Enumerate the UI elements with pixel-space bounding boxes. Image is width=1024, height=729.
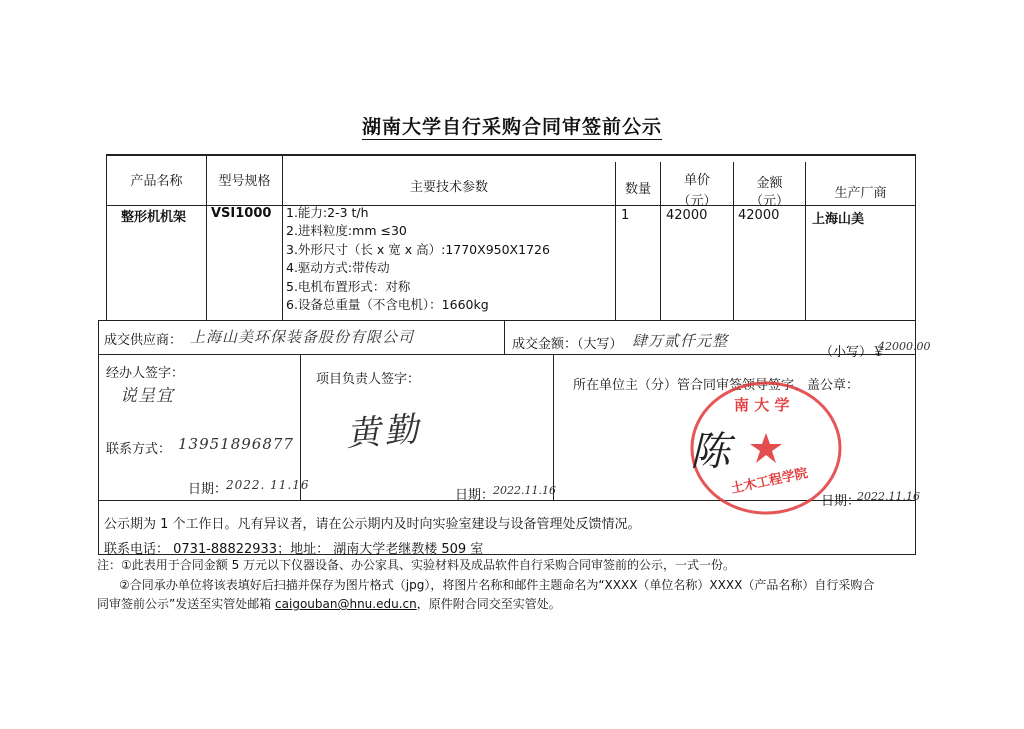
item-unit-price: 42000 <box>666 208 708 223</box>
deal-amount-small-value: 42000.00 <box>878 340 931 353</box>
param-line: 1.能力:2-3 t/h <box>286 205 369 220</box>
page-title-text: 湖南大学自行采购合同审签前公示 <box>361 116 662 138</box>
project-lead-label: 项目负责人签字： <box>316 372 421 387</box>
header-model: 型号规格 <box>218 174 271 189</box>
table-border-left-bottom <box>98 320 99 555</box>
note-line-3-post: ，原件附合同交至实管处。 <box>416 597 561 611</box>
note-line-2: ②合同承办单位将该表填好后扫描并保存为图片格式（jpg），将图片名称和邮件主题命名为“XXXX（单位名称）XXXX（产品名称）自行采购合 <box>119 577 875 592</box>
header-product: 产品名称 <box>130 174 183 189</box>
item-qty: 1 <box>621 208 630 223</box>
page-title <box>0 112 1024 139</box>
deal-amount-small-label: （小写）￥ <box>820 345 886 360</box>
table-rule-item <box>98 320 916 321</box>
handler-signature: 说呈宜 <box>120 386 174 406</box>
note-line-3-pre: 同审签前公示”发送至实管处邮箱 <box>97 597 276 611</box>
project-lead-signature: 黄勤 <box>344 409 424 455</box>
param-line: 2.进料粒度:mm ≤30 <box>286 223 407 239</box>
handler-contact: 13951896877 <box>178 435 294 453</box>
unit-leader-label: 所在单位主（分）管合同审签领导签字、盖公章： <box>573 378 860 393</box>
supplier-value: 上海山美环保装备股份有限公司 <box>190 328 415 346</box>
note-line-1: 注：①此表用于合同金额 5 万元以下仪器设备、办公家具、实验材料及成品软件自行采购合同审签前的公示，一式一份。 <box>97 558 736 572</box>
header-unit-price-unit: （元） <box>677 194 717 209</box>
deal-amount-upper: 肆万贰仟元整 <box>632 332 729 350</box>
stamp-text-top: 南 大 学 <box>734 396 790 414</box>
handler-date-label: 日期： <box>188 482 228 497</box>
note-line-3 <box>97 595 927 615</box>
supplier-label: 成交供应商： <box>104 333 183 348</box>
notice-text: 公示期为 1 个工作日。凡有异议者，请在公示期内及时向实验室建设与设备管理处反馈情况。 <box>104 517 641 532</box>
param-line: 6.设备总重量（不含电机）：1660kg <box>286 297 489 313</box>
stamp-text-bottom: 土木工程学院 <box>729 466 810 497</box>
item-amount: 42000 <box>738 208 780 223</box>
unit-leader-date-label: 日期： <box>821 494 861 509</box>
project-lead-date: 2022.11.16 <box>493 484 556 497</box>
handler-label: 经办人签字： <box>106 366 185 381</box>
notes <box>97 556 927 615</box>
unit-leader-signature: 陈 <box>690 429 731 475</box>
header-amount: 金额 <box>756 176 783 191</box>
col-divider <box>553 354 554 501</box>
header-qty: 数量 <box>624 182 651 197</box>
col-divider <box>504 320 505 355</box>
item-params <box>286 204 550 314</box>
contact-line: 联系电话： 0731-88822933；地址： 湖南大学老继教楼 509 室 <box>104 542 484 557</box>
table-rule-supplier <box>98 354 916 355</box>
handler-contact-label: 联系方式： <box>106 442 172 457</box>
item-maker: 上海山美 <box>812 212 865 227</box>
handler-date: 2022. 11.16 <box>226 478 310 492</box>
param-line: 3.外形尺寸（长 x 宽 x 高）:1770X950X1726 <box>286 241 550 257</box>
email-link[interactable]: caigouban@hnu.edu.cn <box>275 597 417 611</box>
header-unit-price: 单价 <box>683 173 710 188</box>
header-maker: 生产厂商 <box>834 186 887 201</box>
deal-amount-label: 成交金额：（大写） <box>512 337 623 352</box>
header-amount-unit: （元） <box>749 194 789 209</box>
header-params: 主要技术参数 <box>409 180 488 195</box>
param-line: 5.电机布置形式：对称 <box>286 278 411 294</box>
param-line: 4.驱动方式:带传动 <box>286 260 390 276</box>
table-border-top <box>106 154 916 156</box>
item-model: VSI1000 <box>211 206 272 221</box>
item-product: 整形机机架 <box>121 210 187 225</box>
unit-leader-date: 2022.11.16 <box>857 490 920 503</box>
project-lead-date-label: 日期： <box>455 488 495 503</box>
